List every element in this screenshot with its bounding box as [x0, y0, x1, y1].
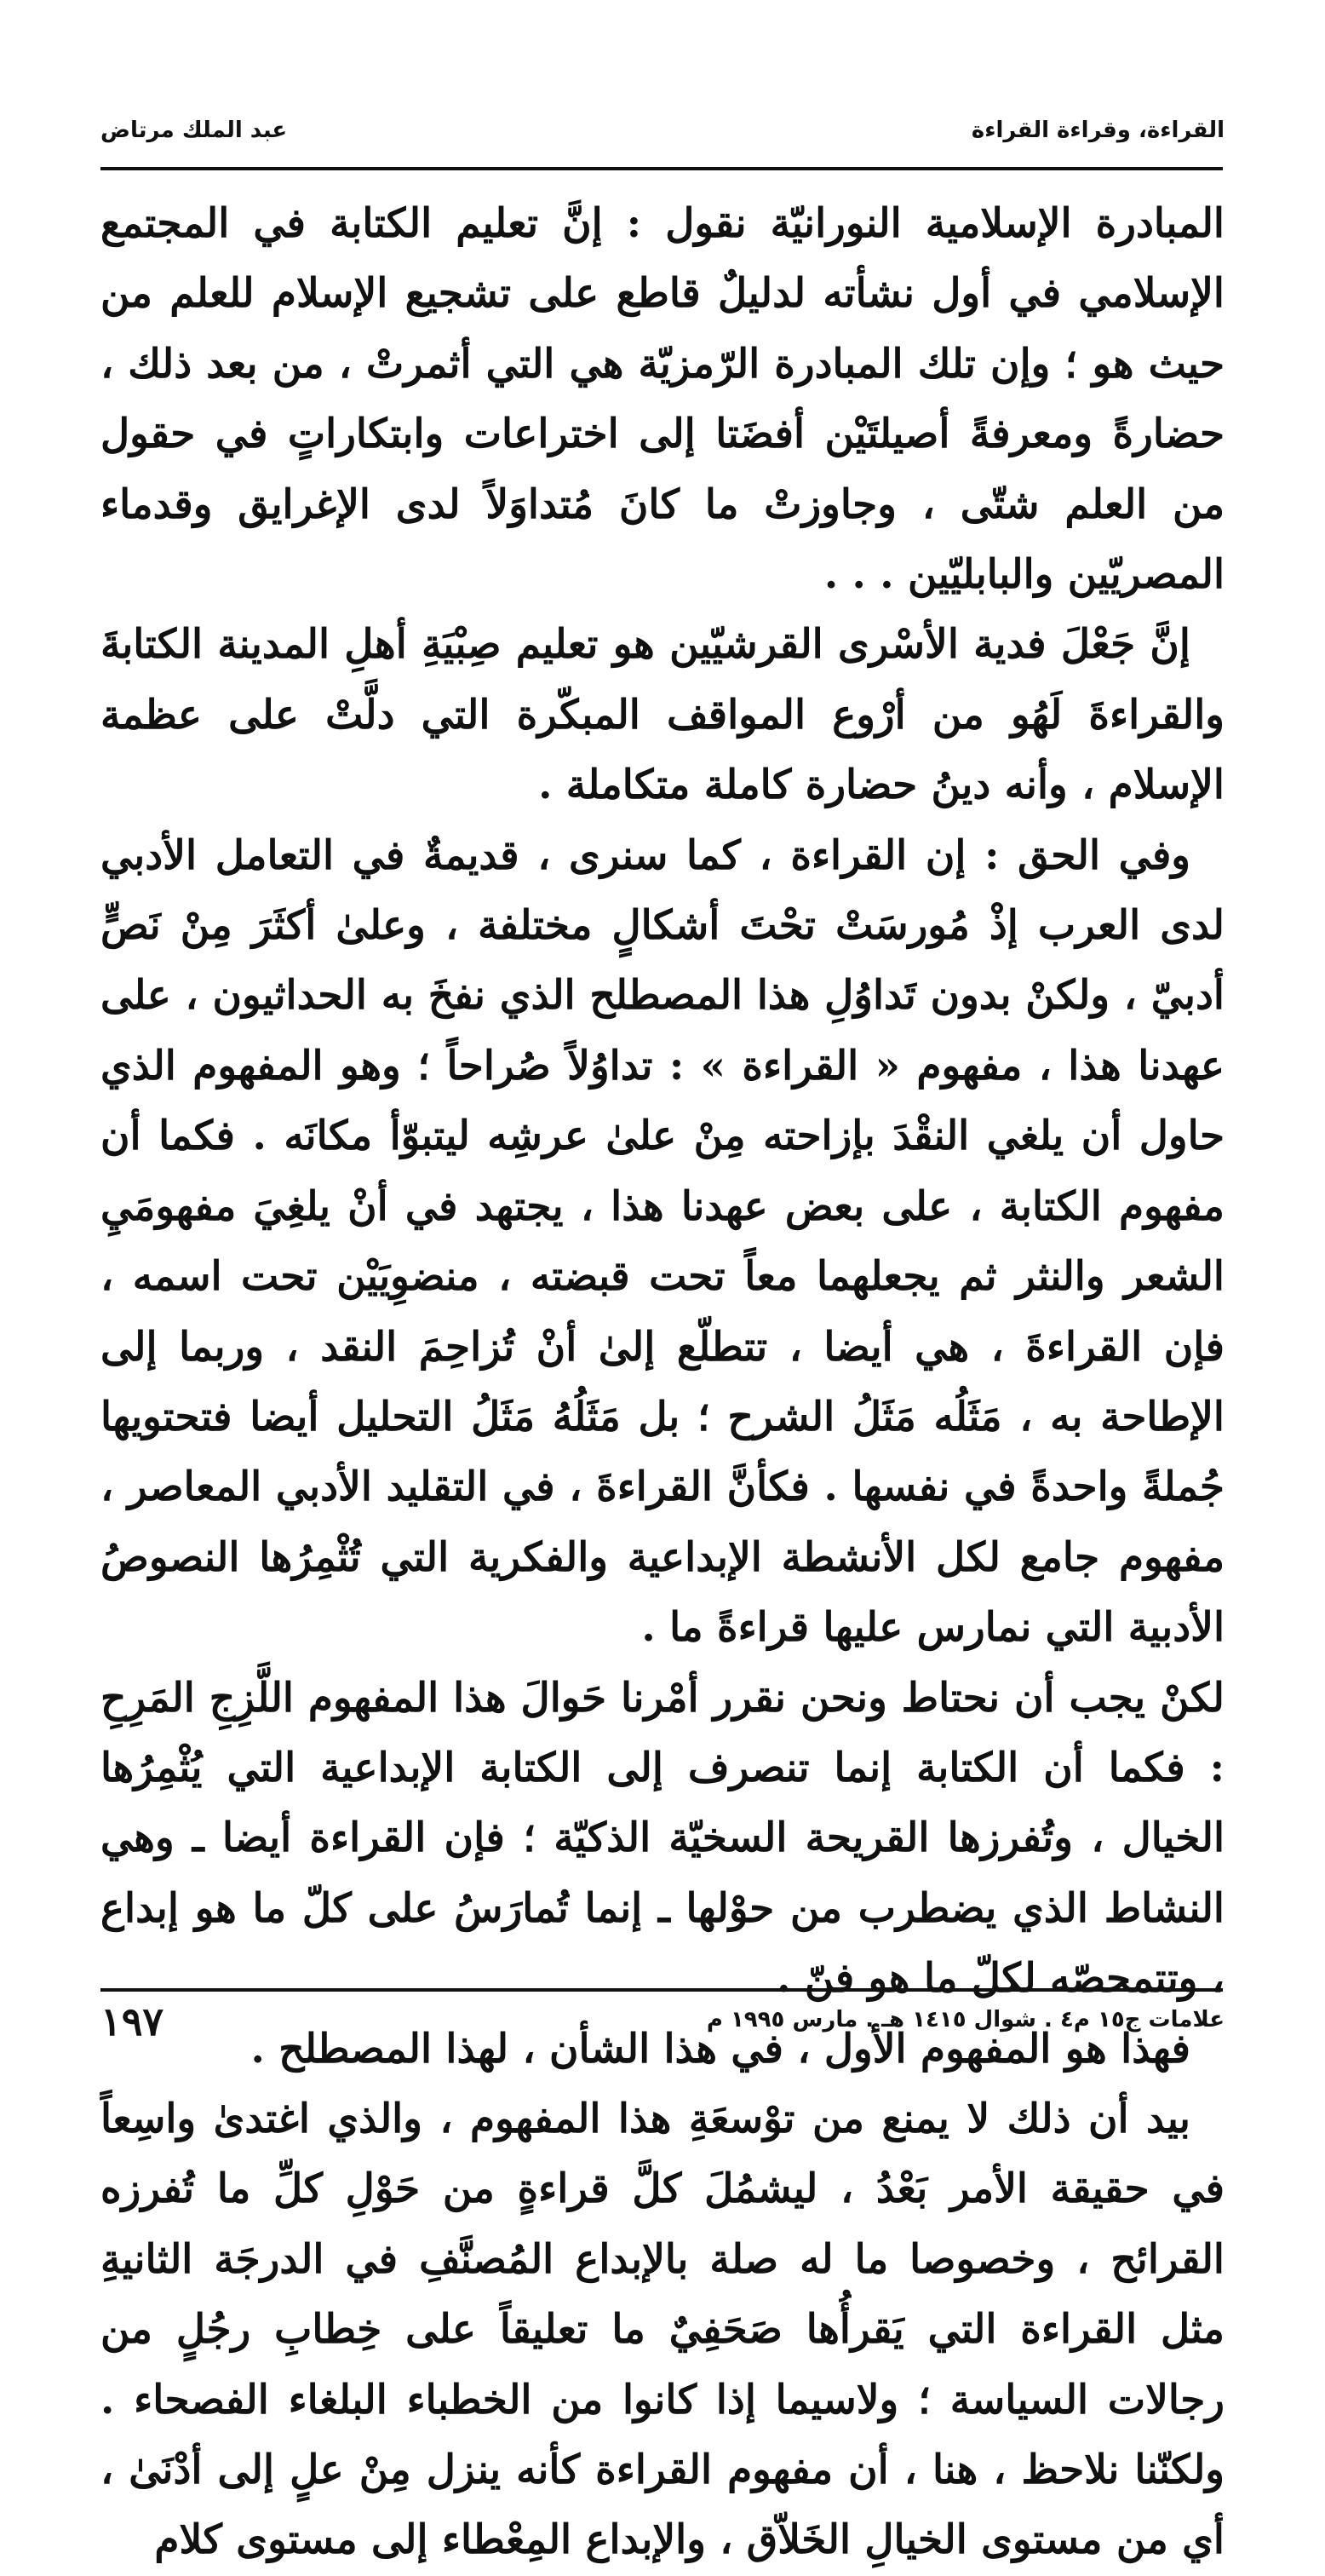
- paragraph: المبادرة الإسلامية النورانيّة نقول : إنَّ تعليم الكتابة في المجتمع الإسلامي في أول نشأته لدليلٌ قاطع على تشجيع الإسلام للعلم من حيث هو ؛ وإن تلك المبادرة الرّمزيّة هي التي أثمرتْ ، من بعد ذلك ، حضارةً ومعرفةً أصيلتَيْن أفضَتا إلى اختراعات وابتكاراتٍ في حقول من العلم شتّى ، وجاوزتْ ما كانَ مُتداوَلاً لدى الإغرايق وقدماء المصريّين والبابليّين . . .: [100, 200, 1225, 599]
- page-number: ١٩٧: [100, 1998, 164, 2044]
- paragraph: وفي الحق : إن القراءة ، كما سنرى ، قديمةٌ في التعامل الأدبي لدى العرب إذْ مُورسَتْ تحْتَ أشكالٍ مختلفة ، وعلىٰ أكثَرَ مِنْ نَصٍّ أدبيّ ، ولكنْ بدون تَداوُلِ هذا المصطلح الذي نفخَ به الحداثيون ، على عهدنا هذا ، مفهوم « القراءة » : تداوُلاً صُراحاً ؛ وهو المفهوم الذي حاول أن يلغي النقْدَ بإزاحته مِنْ علىٰ عرشِه ليتبوّأ مكانَه . فكما أن مفهوم الكتابة ، على بعض عهدنا هذا ، يجتهد في أنْ يلغِيَ مفهومَيِ الشعر والنثر ثم يجعلهما معاً تحت قبضته ، منضوِيَيْن تحت اسمه ، فإن القراءةَ ، هي أيضا ، تتطلّع إلىٰ أنْ تُزاحِمَ النقد ، وربما إلى الإطاحة به ، مَثَلُه مَثَلُ الشرح ؛ بل مَثَلُهُ مَثَلُ التحليل أيضا فتحتويها جُملةً واحدةً في نفسها . فكأنَّ القراءةَ ، في التقليد الأدبي المعاصر ، مفهوم جامع لكل الأنشطة الإبداعية والفكرية التي تُثْمِرُها النصوصُ الأدبية التي نمارس عليها قراءةً ما .: [100, 831, 1225, 1652]
- paragraph: فهذا هو المفهوم الأول ، في هذا الشأن ، لهذا المصطلح .: [250, 2025, 1190, 2073]
- page-footer: [100, 1998, 1225, 2053]
- body-text: [100, 189, 1225, 2576]
- journal-citation: علامات ج١٥ م٤ . شوال ١٤١٥ هـ . مارس ١٩٩٥ م: [706, 2007, 1225, 2033]
- author-name: عبد الملك مرتاض: [100, 118, 288, 143]
- paragraph: بيد أن ذلك لا يمنع من توْسعَةِ هذا المفهوم ، والذي اغتدىٰ واسِعاً في حقيقة الأمر بَعْدُ ، ليشمُلَ كلَّ قراءةٍ من حَوْلِ كلِّ ما تُفرزه القرائح ، وخصوصا ما له صلة بالإبداع المُصنَّفِ في الدرجَة الثانيةِ مثل القراءة التي يَقرأُها صَحَفِيٌ ما تعليقاً على خِطابِ رجُلٍ من رجالات السياسة ؛ ولاسيما إذا كانوا من الخطباء البلغاء الفصحاء . ولكنّنا نلاحظ ، هنا ، أن مفهوم القراءة كأنه ينزل مِنْ علٍ إلى أدْنَىٰ ، أي من مستوى الخيالِ الخَلاّق ، والإبداع المِعْطاء إلى مستوى كلام: [100, 2095, 1225, 2564]
- section-title: القراءة، وقراءة القراءة: [971, 118, 1225, 143]
- paragraph: لكنْ يجب أن نحتاط ونحن نقرر أمْرنا حَوالَ هذا المفهوم اللَّزِجِ المَرِحِ : فكما أن الكتابة إنما تنصرف إلى الكتابة الإبداعية التي يُثْمِرُها الخيال ، وتُفرزها القريحة السخيّة الذكيّة ؛ فإن القراءة أيضا ـ وهي النشاط الذي يضطرب من حوْلها ـ إنما تُمارَسُ على كلّ ما هو إبداع ، وتتمحصّه لكلّ ما هو فنّ .: [100, 1674, 1225, 2003]
- paragraph: إنَّ جَعْلَ فدية الأسْرى القرشيّين هو تعليم صِبْيَةِ أهلِ المدينة الكتابةَ والقراءةَ لَهُو من أرْوع المواقف المبكّرة التي دلَّتْ على عظمة الإسلام ، وأنه دينُ حضارة كاملة متكاملة .: [100, 621, 1225, 809]
- running-header: [100, 109, 1225, 160]
- header-divider: [100, 167, 1223, 170]
- footer-divider: [100, 1988, 1223, 1992]
